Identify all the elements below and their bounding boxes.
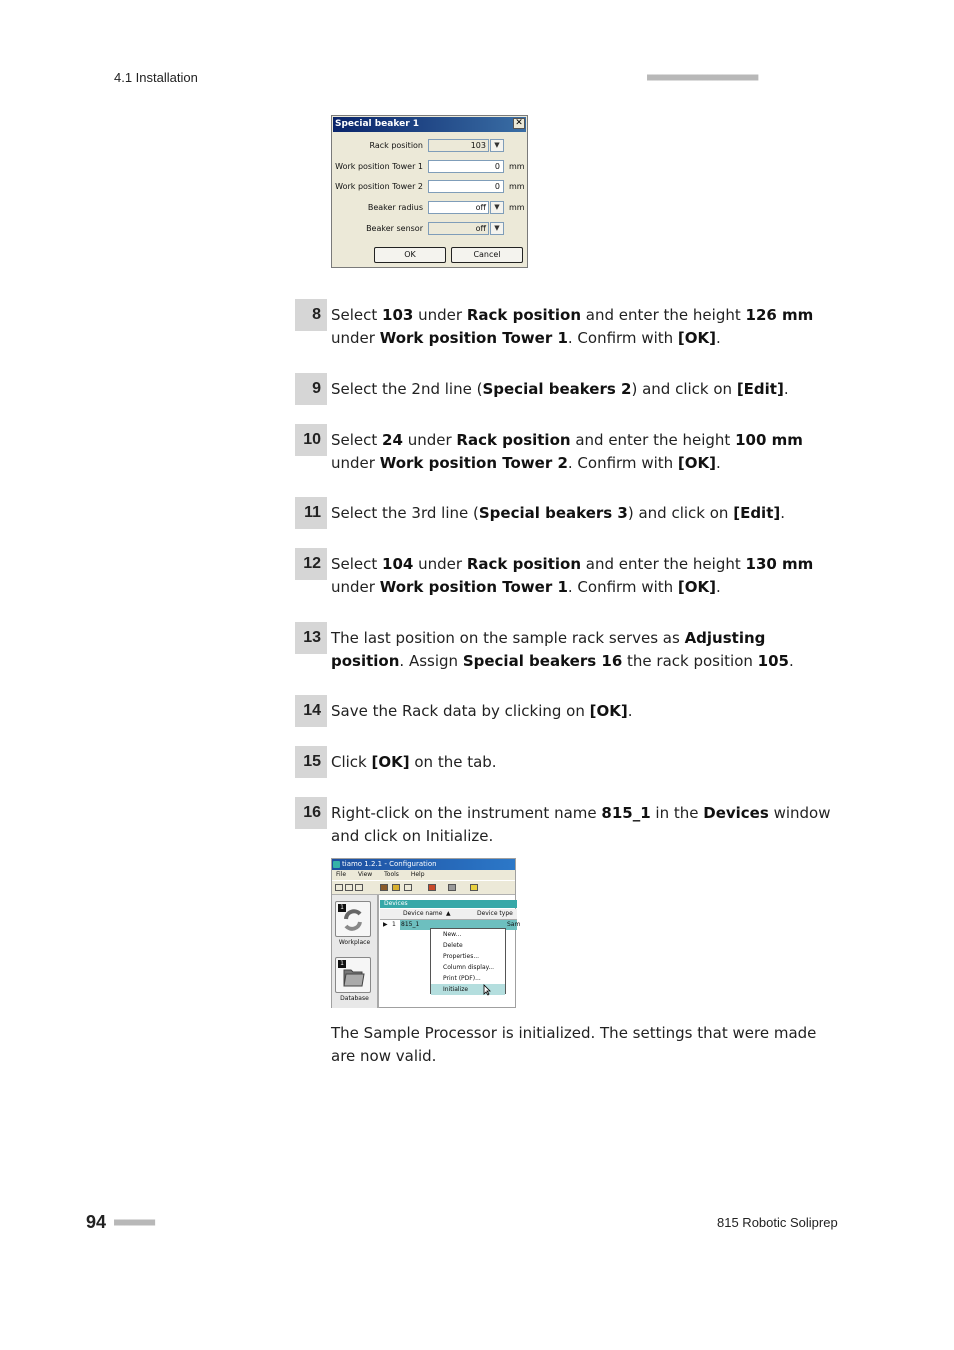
step-number: 8 [295, 299, 327, 331]
toolbar-grid-icon[interactable] [335, 884, 343, 891]
step-number: 10 [295, 424, 327, 456]
header-dots: ■■■■■■■■■■■■■■■■■■■■■■ [647, 72, 758, 83]
step-text: Select the 3rd line (Special beakers 3) and click on [Edit]. [331, 504, 786, 522]
step-number: 14 [295, 695, 327, 727]
device-type: Sam [507, 921, 521, 928]
cancel-button[interactable]: Cancel [451, 247, 523, 263]
field-label: Work position Tower 2 [335, 182, 423, 191]
menu-tools[interactable]: Tools [384, 871, 399, 878]
window-title: tiamo 1.2.1 - Configuration [332, 859, 515, 870]
step-text: Select the 2nd line (Special beakers 2) and click on [Edit]. [331, 380, 789, 398]
sidebar [332, 895, 379, 1008]
field-work-position-tower-2 [332, 179, 527, 195]
field-beaker-sensor [332, 221, 527, 237]
folder-icon [336, 958, 370, 992]
database-count: 1 [338, 960, 346, 968]
page-number: 94 [86, 1212, 107, 1232]
step-number: 15 [295, 746, 327, 778]
step-text: Select 103 under Rack position and enter the height 126 mm under Work position Tower 1. Confirm with [OK]. [331, 306, 814, 347]
tiamo-screenshot [331, 858, 521, 1008]
menu-item-delete[interactable]: Delete [443, 942, 463, 949]
work-position-tower-1-input[interactable]: 0 [428, 160, 504, 173]
field-label: Rack position [369, 141, 423, 150]
step-text: Select 104 under Rack position and enter the height 130 mm under Work position Tower 1. Confirm with [OK]. [331, 555, 814, 596]
column-header-row [380, 909, 517, 920]
step-number: 9 [295, 373, 327, 405]
beaker-radius-select[interactable]: off [428, 201, 489, 214]
field-label: Work position Tower 1 [335, 162, 423, 171]
result-paragraph: The Sample Processor is initialized. The settings that were made are now valid. [331, 1024, 817, 1065]
toolbar-disabled-icon [448, 884, 456, 891]
chevron-down-icon[interactable]: ▼ [490, 222, 504, 235]
menu-help[interactable]: Help [410, 871, 425, 878]
step-text: Click [OK] on the tab. [331, 753, 497, 771]
workplace-button[interactable] [335, 901, 371, 937]
dialog-title: Special beaker 1 [333, 117, 526, 132]
row-index: 1 [392, 921, 396, 928]
toolbar-help-icon[interactable] [470, 884, 478, 891]
database-button[interactable] [335, 957, 371, 993]
beaker-sensor-select[interactable]: off [428, 222, 489, 235]
toolbar-user-icon[interactable] [380, 884, 388, 891]
row-pointer-icon: ▶ [383, 921, 388, 928]
workplace-label: Workplace [338, 939, 371, 946]
database-label: Database [340, 995, 369, 1002]
step-text: The last position on the sample rack serves as Adjusting position. Assign Special beakers 16 the rack position 105. [331, 629, 794, 670]
menu-item-new[interactable]: New... [443, 931, 462, 938]
menu-item-print-pdf[interactable]: Print (PDF)... [443, 975, 481, 982]
app-icon [333, 861, 340, 868]
menu-item-initialize[interactable]: Initialize [431, 984, 505, 995]
toolbar-key-icon[interactable] [392, 884, 400, 891]
toolbar-print-icon[interactable] [355, 884, 363, 891]
devices-header: Devices [380, 900, 517, 908]
menu-item-properties[interactable]: Properties... [443, 953, 480, 960]
step-text: Save the Rack data by clicking on [OK]. [331, 702, 633, 720]
step-text: Select 24 under Rack position and enter the height 100 mm under Work position Tower 2. Confirm with [OK]. [331, 431, 803, 472]
footer-dots: ■■■■■■■■ [114, 1217, 155, 1228]
work-position-tower-2-input[interactable]: 0 [428, 180, 504, 193]
footer-product: 815 Robotic Soliprep [717, 1215, 838, 1230]
field-label: Beaker sensor [366, 224, 423, 233]
toolbar [332, 881, 515, 895]
step-number: 13 [295, 622, 327, 654]
field-unit: mm [509, 182, 525, 191]
ok-button[interactable]: OK [374, 247, 446, 263]
menu-file[interactable]: File [336, 871, 347, 878]
chevron-down-icon[interactable]: ▼ [490, 201, 504, 214]
special-beaker-dialog [331, 115, 528, 268]
context-menu [430, 928, 506, 994]
toolbar-settings-icon[interactable] [428, 884, 436, 891]
menu-bar [332, 870, 515, 880]
close-icon[interactable]: ✕ [513, 118, 525, 129]
mouse-cursor-icon [483, 985, 491, 996]
field-label: Beaker radius [367, 203, 423, 212]
field-unit: mm [509, 203, 525, 212]
workplace-count: 1 [338, 904, 346, 912]
step-number: 12 [295, 548, 327, 580]
step-text: Right-click on the instrument name 815_1 in the Devices window and click on Initialize. [331, 804, 831, 845]
chevron-down-icon[interactable]: ▼ [490, 139, 504, 152]
toolbar-device-icon[interactable] [404, 884, 412, 891]
sort-up-icon: ▲ [446, 910, 451, 917]
field-beaker-radius [332, 200, 527, 216]
step-number: 16 [295, 797, 327, 829]
field-unit: mm [509, 162, 525, 171]
column-device-type[interactable]: Device type [477, 910, 513, 917]
step-number: 11 [295, 497, 327, 529]
header-section: 4.1 Installation [114, 70, 198, 85]
device-name[interactable]: 815_1 [401, 921, 420, 928]
field-work-position-tower-1 [332, 159, 527, 175]
menu-item-column-display[interactable]: Column display... [443, 964, 495, 971]
field-rack-position [332, 138, 527, 154]
workplace-icon [336, 902, 370, 936]
column-device-name[interactable]: Device name [403, 910, 443, 917]
toolbar-window-icon[interactable] [345, 884, 353, 891]
rack-position-select[interactable]: 103 [428, 139, 489, 152]
menu-view[interactable]: View [357, 871, 373, 878]
